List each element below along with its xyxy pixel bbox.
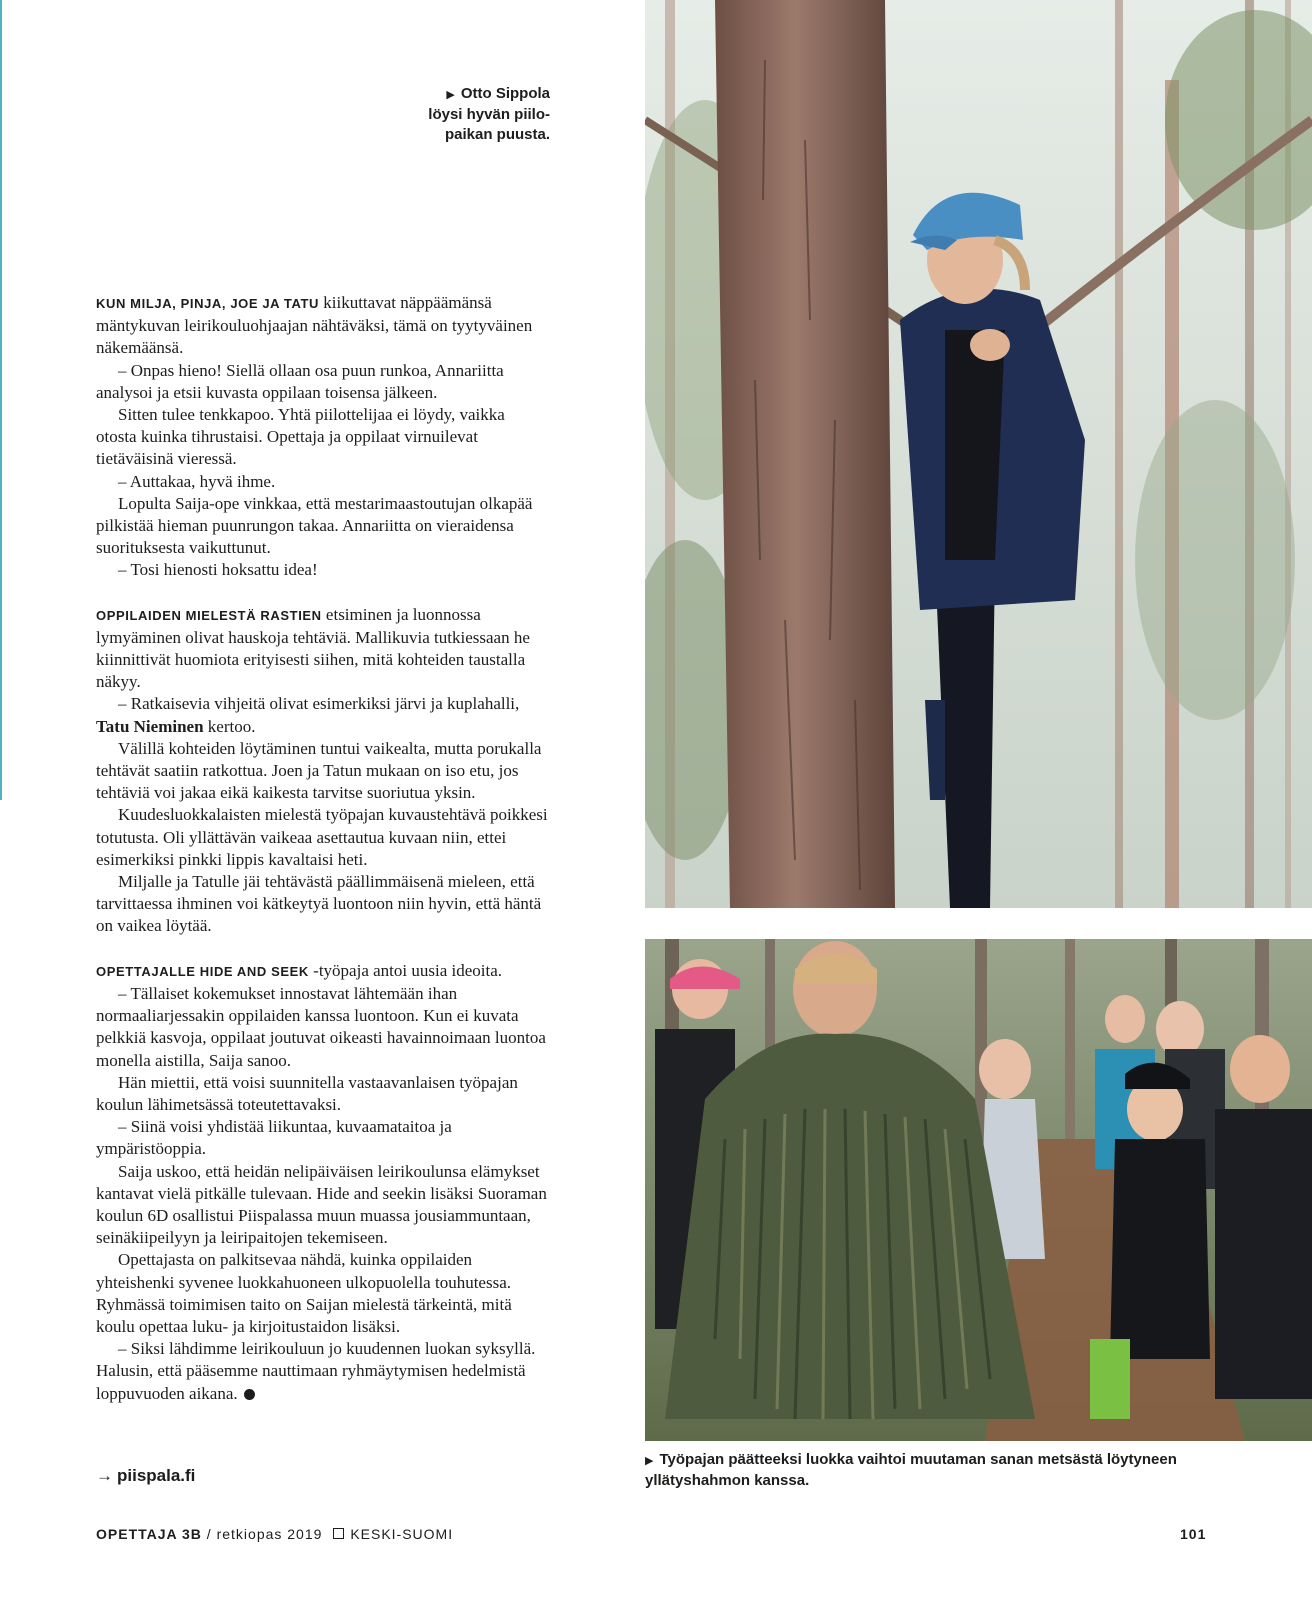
caption-marker-icon: ▶ <box>645 1455 654 1467</box>
article-paragraph: OPETTAJALLE HIDE AND SEEK -työpaja antoi uusia ideoita. <box>96 960 503 980</box>
website-link[interactable] <box>96 1466 195 1486</box>
paragraph-lead-in: OPETTAJALLE HIDE AND SEEK <box>96 963 309 979</box>
caption-line: paikan puusta. <box>444 126 550 143</box>
article-paragraph: – Siksi lähdimme leirikouluun jo kuudennen luokan syksyllä. Halusin, että pääsemme nauttimaan ryhmäytymisen hedelmistä loppuvuoden aikana. <box>96 1339 536 1403</box>
article-paragraph: – Onpas hieno! Siellä ollaan osa puun runkoa, Annariitta analysoi ja etsii kuvasta oppilaan toisensa jälkeen. <box>96 360 504 402</box>
article-paragraph: – Auttakaa, hyvä ihme. <box>118 471 276 491</box>
paragraph-lead-in: KUN MILJA, PINJA, JOE JA TATU <box>96 296 320 311</box>
photo-caption-bottom <box>645 1450 1205 1491</box>
caption-marker-icon: ▶ <box>446 89 455 101</box>
photo-ghillie-figure-illustration <box>645 939 1312 1441</box>
website-link-text[interactable]: piispala.fi <box>117 1466 196 1485</box>
page-edge-accent-line <box>0 0 2 800</box>
footer-separator: / <box>206 1526 212 1542</box>
caption-line: Työpajan päätteeksi luokka vaihtoi muutaman sanan metsästä löytyneen <box>659 1451 1177 1468</box>
article-paragraph: Saija uskoo, että heidän nelipäiväisen leirikoulunsa elämykset kantavat vielä pitkälle tulevaan. Hide and seekin lisäksi Suoraman koulun 6D osallistui Piispalassa muun muassa jousiammuntaan, seinäkiipeilyyn ja leiripaitojen tekemiseen. <box>96 1161 547 1248</box>
caption-line: yllätyshahmon kanssa. <box>645 1472 810 1489</box>
article-paragraph: – Ratkaisevia vihjeitä olivat esimerkiksi järvi ja kuplahalli, Tatu Nieminen kertoo. <box>96 694 520 736</box>
article-paragraph: Lopulta Saija-ope vinkkaa, että mestarimaastoutujan olkapää pilkistää hieman puunrungon takaa. Annariitta on vieraidensa suorituksesta vaikuttunut. <box>96 493 533 558</box>
photo-ghillie-figure-with-class <box>645 939 1312 1441</box>
end-mark-icon <box>244 1389 255 1400</box>
article-paragraph: Sitten tulee tenkkapoo. Yhtä piilottelijaa ei löydy, vaikka otosta kuinka tihrustaisi. Opettaja ja oppilaat virnuilevat tietäväisinä vieressä. <box>96 405 505 469</box>
issue-name: retkiopas 2019 <box>216 1526 323 1542</box>
photo-caption-top <box>380 84 550 145</box>
article-paragraph: Kuudesluokkalaisten mielestä työpajan kuvaustehtävä poikkesi totutusta. Oli yllättävän vaikeaa asettautua kuvaan niin, ettei esimerkiksi pinkki lippis kavaltaisi heti. <box>96 805 548 869</box>
article-paragraph: Miljalle ja Tatulle jäi tehtävästä päällimmäisenä mieleen, että tarvittaessa ihminen voi kätkeytyä luontoon niin hyvin, että häntä on vaikea löytää. <box>96 872 542 936</box>
article-paragraph: – Tosi hienosti hoksattu idea! <box>118 560 318 580</box>
page-number: 101 <box>1180 1526 1207 1542</box>
article-paragraph: Välillä kohteiden löytäminen tuntui vaikealta, mutta porukalla tehtävät saatiin ratkottua. Joen ja Tatun mukaan on iso etu, jos tehtäviä voi jakaa eikä kaikesta tarvitse suoriutua yksin. <box>96 738 542 803</box>
arrow-right-icon: → <box>96 1466 113 1485</box>
publication-name: OPETTAJA 3B <box>96 1526 202 1542</box>
article-paragraph: – Siinä voisi yhdistää liikuntaa, kuvaamataitoa ja ympäristöoppia. <box>96 1117 452 1159</box>
person-name: Tatu Nieminen <box>96 716 204 736</box>
photo-boy-in-tree <box>645 0 1312 908</box>
photo-boy-in-tree-illustration <box>645 0 1312 908</box>
page-footer <box>96 1526 453 1542</box>
region-name: KESKI-SUOMI <box>350 1526 454 1542</box>
article-body <box>96 292 548 1405</box>
paragraph-lead-in: OPPILAIDEN MIELESTÄ RASTIEN <box>96 607 322 623</box>
article-paragraph: Opettajasta on palkitsevaa nähdä, kuinka oppilaiden yhteishenki syvenee luokkahuoneen ulkopuolella touhutessa. Ryhmässä toimimisen taito on Saijan mielestä tärkeintä, mitä koulu opettaa luku- ja kirjoitustaidon lisäksi. <box>96 1250 512 1336</box>
article-paragraph: Hän miettii, että voisi suunnitella vastaavanlaisen työpajan koulun lähimetsässä toteutettavaksi. <box>96 1072 518 1114</box>
caption-line: Otto Sippola <box>460 85 550 102</box>
article-paragraph: – Tällaiset kokemukset innostavat lähtemään ihan normaaliarjessakin oppilaiden kanssa luontoon. Kun ei kuvata pelkkiä kasvoja, oppilaat joutuvat oikeasti havainnoimaan luontoa monella aistilla, Saija sanoo. <box>96 983 546 1070</box>
article-paragraph: KUN MILJA, PINJA, JOE JA TATU kiikuttavat näppäämänsä mäntykuvan leirikouluohjaajan nähtäväksi, tämä on tyytyväinen näkemäänsä. <box>96 293 533 358</box>
article-paragraph: OPPILAIDEN MIELESTÄ RASTIEN etsiminen ja luonnossa lymyäminen olivat hauskoja tehtäviä. Mallikuvia tutkiessaan he kiinnittivät huomiota erityisesti siihen, mitä kohteiden taustalla näkyy. <box>96 604 530 692</box>
square-icon <box>333 1528 344 1539</box>
caption-line: löysi hyvän piilo- <box>428 106 550 123</box>
